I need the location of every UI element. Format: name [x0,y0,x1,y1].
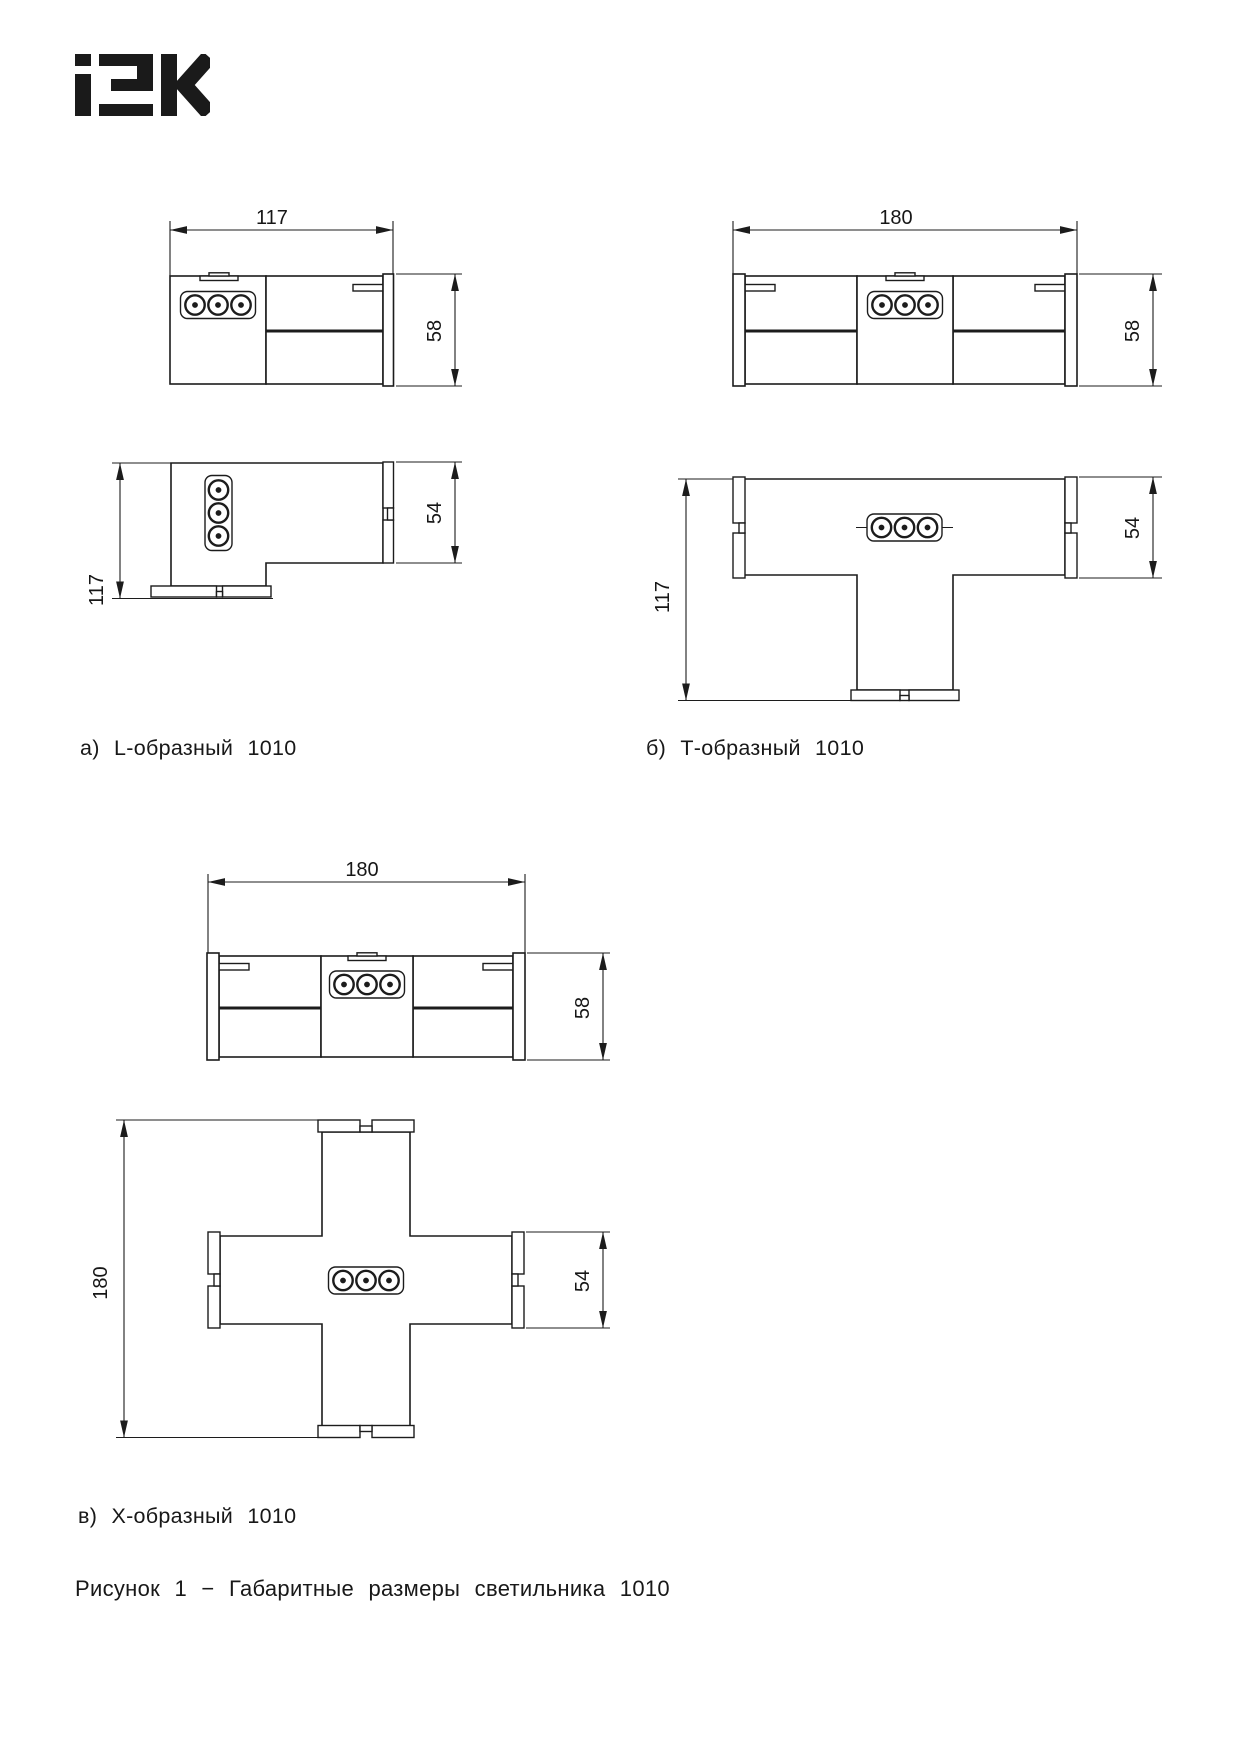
dim-v-plan-arm: 54 [572,1269,594,1293]
dim-v-top-width: 180 [345,859,379,881]
figure-a-caption: а) L-образный 1010 [80,736,297,760]
dim-a-top-width: 117 [256,207,288,229]
latch-notch [348,953,386,961]
dim-b-top-height: 58 [1122,319,1144,343]
latch-notch [886,273,924,281]
dim-v-plan-height: 180 [90,1266,112,1300]
figure-b-plan-view [652,477,1162,701]
figure-b-top-view [733,207,1162,386]
figure-v-caption: в) Х-образный 1010 [78,1504,297,1528]
terminal-block [205,476,232,551]
dim-b-plan-height: 117 [652,581,674,613]
dim-b-top-width: 180 [879,207,913,229]
figure-a-top-view [170,207,462,386]
dim-a-plan-arm: 54 [424,501,446,525]
terminal-block [181,292,256,319]
figure-b-caption: б) Т-образный 1010 [646,736,865,760]
figure-caption: Рисунок 1 − Габаритные размеры светильника 1010 [75,1576,670,1601]
figure-v-plan-view [90,1120,610,1438]
figure-v-top-view [207,859,610,1060]
terminal-block [330,971,405,998]
dim-a-plan-height: 117 [86,574,108,606]
terminal-block [329,1267,404,1294]
terminal-block [867,514,942,541]
dim-v-top-height: 58 [572,996,594,1020]
terminal-block [868,292,943,319]
figure-a-plan-view [86,462,462,606]
dim-a-top-height: 58 [424,319,446,343]
latch-notch [200,273,238,281]
dim-b-plan-arm: 54 [1122,516,1144,540]
